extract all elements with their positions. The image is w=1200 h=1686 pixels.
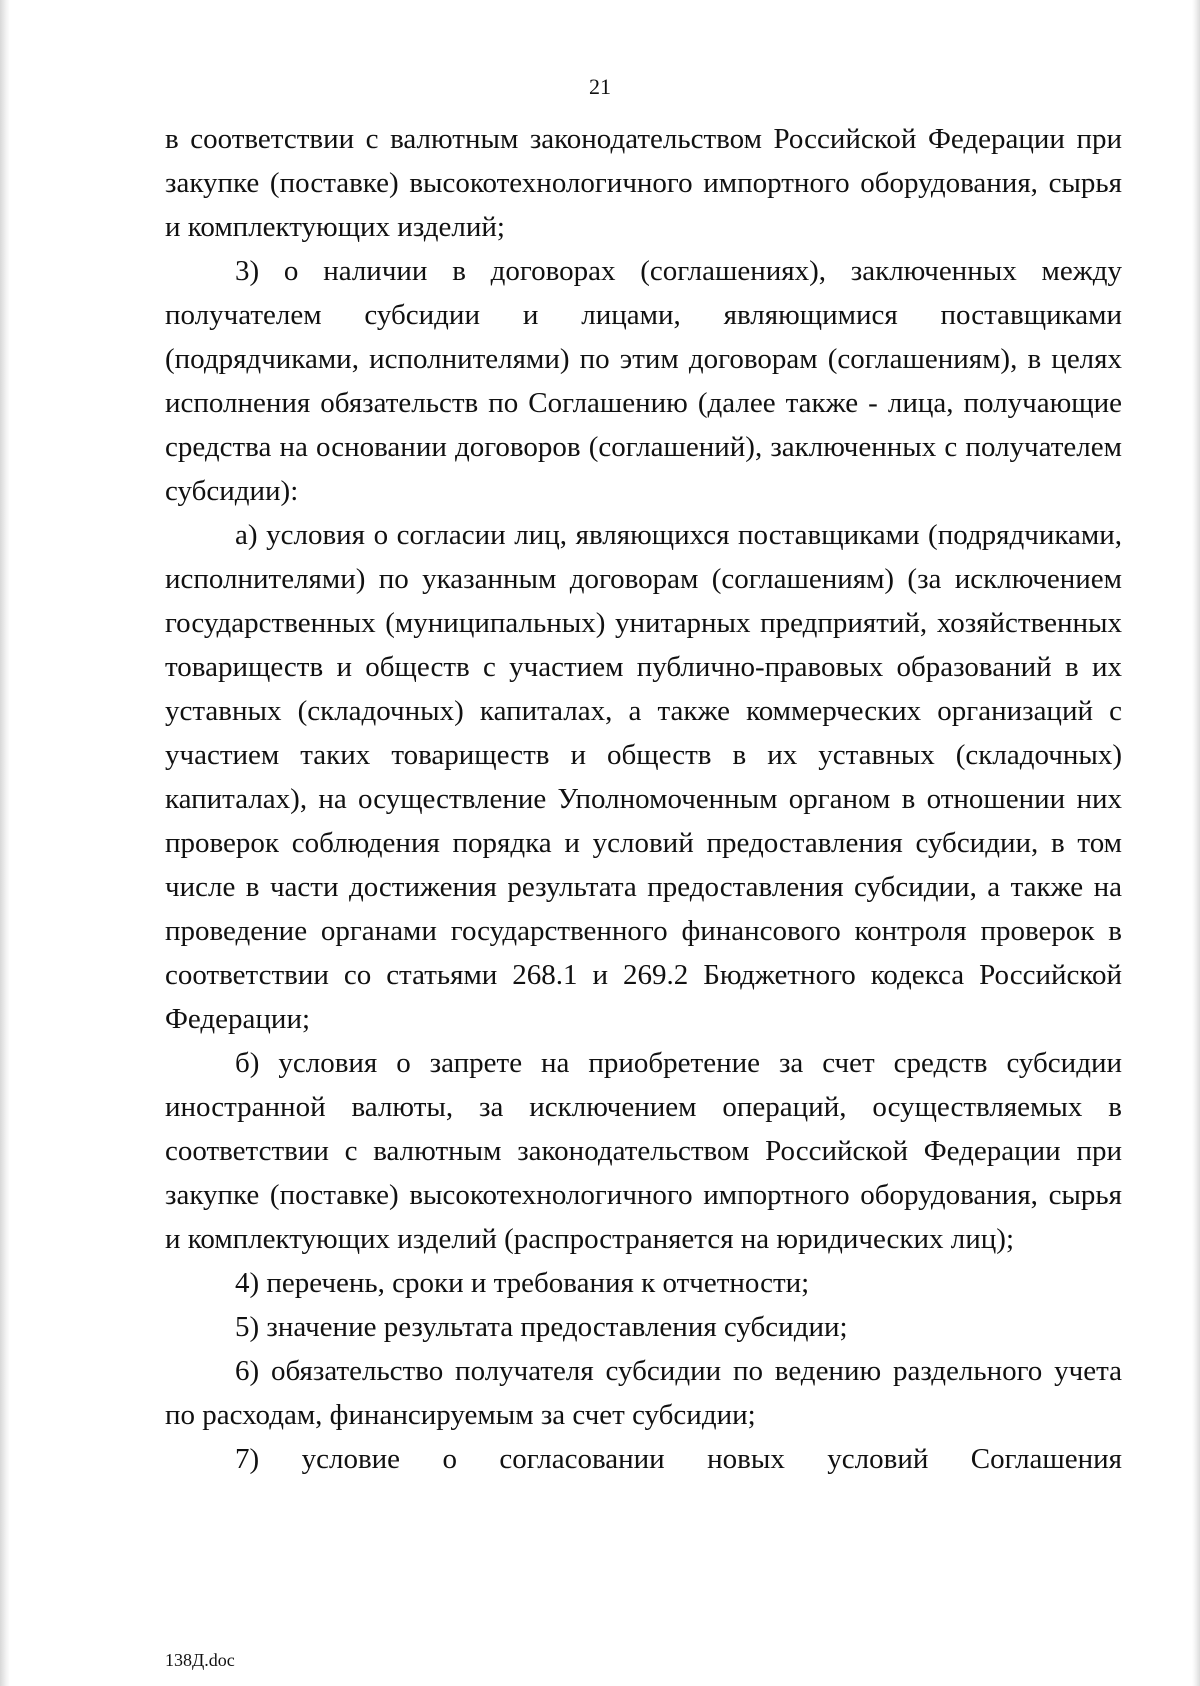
paragraph-item-7: 7) условие о согласовании новых условий Соглашения (235, 1443, 1122, 1475)
paragraph-item-4: 4) перечень, сроки и требования к отчетности; (235, 1267, 810, 1299)
footer-filename: 138Д.doc (165, 1650, 235, 1670)
paragraph-item-3: 3) о наличии в договорах (соглашениях), заключенных между получателем субсидии и лицами, являющимися поставщиками (подрядчиками, исполнителями) по этим договорам (соглашениям), в целях исполнения обязательств по Соглашению (далее также - лица, получающие средства на основании договоров (соглашений), заключенных с получателем субсидии): (165, 255, 1122, 507)
document-body (165, 117, 1122, 1481)
paragraph-item-5: 5) значение результата предоставления субсидии; (235, 1311, 848, 1343)
paragraph-subitem-a: а) условия о согласии лиц, являющихся поставщиками (подрядчиками, исполнителями) по указанным договорам (соглашениям) (за исключением государственных (муниципальных) унитарных предприятий, хозяйственных товариществ и обществ с участием публично-правовых образований в их уставных (складочных) капиталах, а также коммерческих организаций с участием таких товариществ и обществ в их уставных (складочных) капиталах), на осуществление Уполномоченным органом в отношении них проверок соблюдения порядка и условий предоставления субсидии, в том числе в части достижения результата предоставления субсидии, а также на проведение органами государственного финансового контроля проверок в соответствии со статьями 268.1 и 269.2 Бюджетного кодекса Российской Федерации; (165, 519, 1122, 1035)
paragraph-subitem-b: б) условия о запрете на приобретение за счет средств субсидии иностранной валюты, за исключением операций, осуществляемых в соответствии с валютным законодательством Российской Федерации при закупке (поставке) высокотехнологичного импортного оборудования, сырья и комплектующих изделий (распространяется на юридических лиц); (165, 1047, 1122, 1255)
scan-edge-right (1192, 0, 1200, 1686)
paragraph-item-6: 6) обязательство получателя субсидии по ведению раздельного учета по расходам, финансируемым за счет субсидии; (165, 1355, 1122, 1431)
page-number: 21 (589, 74, 611, 99)
scan-edge-left (0, 0, 10, 1686)
paragraph-continuation: в соответствии с валютным законодательством Российской Федерации при закупке (поставке) высокотехнологичного импортного оборудования, сырья и комплектующих изделий; (165, 123, 1122, 243)
